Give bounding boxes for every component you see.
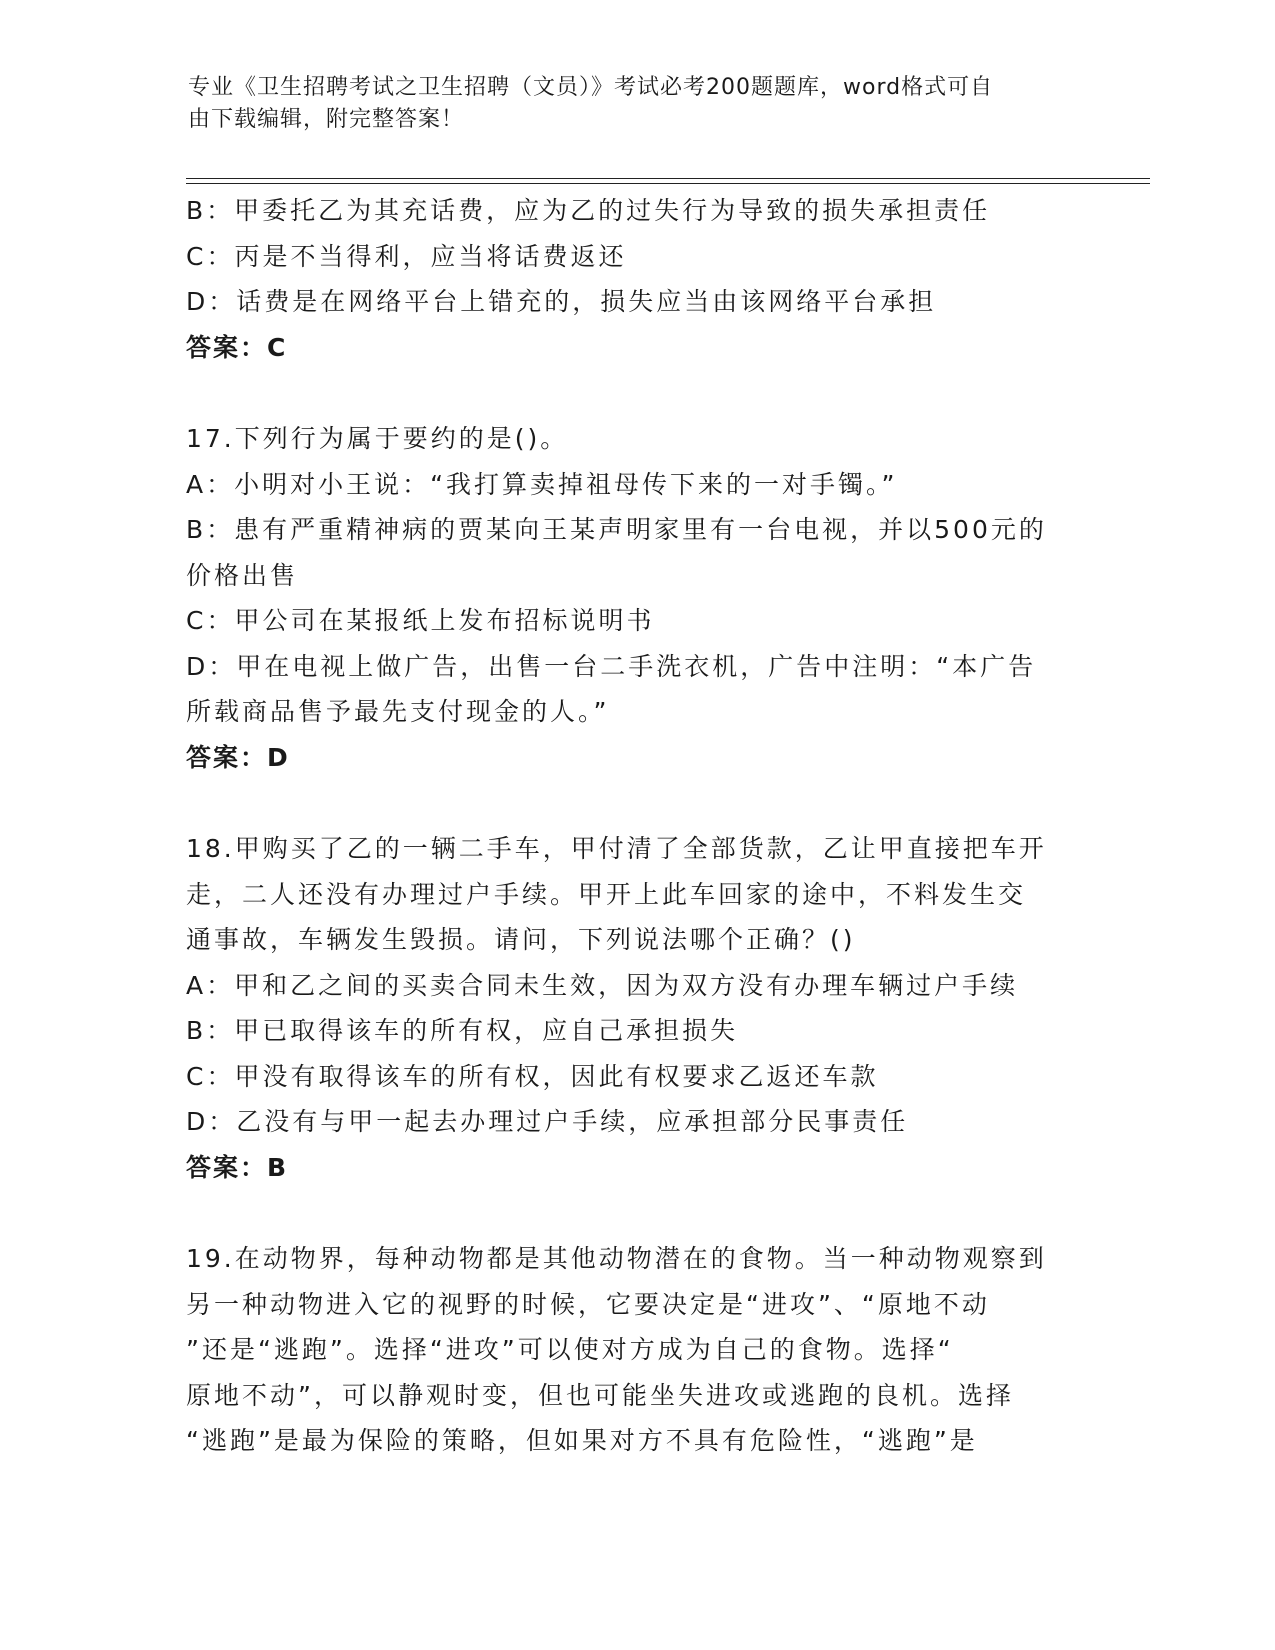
question-stem-line-4: 原地不动”，可以静观时变，但也可能坐失进攻或逃跑的良机。选择 (186, 1380, 1014, 1410)
question-stem: 17.下列行为属于要约的是()。 (186, 424, 569, 453)
question-stem-line-2: 走，二人还没有办理过户手续。甲开上此车回家的途中，不料发生交 (186, 879, 1027, 909)
option-b: B：甲已取得该车的所有权，应自己承担损失 (186, 1016, 739, 1045)
option-c: C：甲公司在某报纸上发布招标说明书 (186, 606, 655, 635)
question-stem-line-3: ”还是“逃跑”。选择“进攻”可以使对方成为自己的食物。选择“ (186, 1335, 954, 1364)
option-c: C：丙是不当得利，应当将话费返还 (186, 241, 627, 271)
answer-line: 答案：C (186, 332, 288, 362)
question-stem-line-2: 另一种动物进入它的视野的时候，它要决定是“进攻”、“原地不动 (186, 1289, 990, 1319)
answer-line: 答案：D (186, 742, 290, 772)
spacer (186, 780, 1086, 826)
question-18 (186, 826, 1086, 1190)
question-stem-line-1: 18.甲购买了乙的一辆二手车，甲付清了全部货款，乙让甲直接把车开 (186, 834, 1047, 863)
option-d-line-2: 所载商品售予最先支付现金的人。” (186, 697, 610, 726)
option-b-line-1: B：患有严重精神病的贾某向王某声明家里有一台电视，并以500元的 (186, 515, 1047, 544)
question-stem-line-3: 通事故，车辆发生毁损。请问，下列说法哪个正确？() (186, 925, 856, 954)
option-d-line-1: D：甲在电视上做广告，出售一台二手洗衣机，广告中注明：“本广告 (186, 651, 1037, 681)
question-stem-line-5: “逃跑”是最为保险的策略，但如果对方不具有危险性，“逃跑”是 (186, 1426, 978, 1455)
option-d: D：话费是在网络平台上错充的，损失应当由该网络平台承担 (186, 287, 937, 316)
option-b-line-2: 价格出售 (186, 560, 299, 590)
spacer (186, 370, 1086, 416)
header-divider-top (186, 178, 1150, 179)
previous-question-block (186, 188, 1086, 370)
option-a: A：甲和乙之间的买卖合同未生效，因为双方没有办理车辆过户手续 (186, 970, 1019, 1000)
option-a: A：小明对小王说：“我打算卖掉祖母传下来的一对手镯。” (186, 469, 898, 499)
option-c: C：甲没有取得该车的所有权，因此有权要求乙返还车款 (186, 1061, 879, 1091)
question-stem-line-1: 19.在动物界，每种动物都是其他动物潜在的食物。当一种动物观察到 (186, 1244, 1047, 1273)
option-d: D：乙没有与甲一起去办理过户手续，应承担部分民事责任 (186, 1107, 909, 1136)
question-17 (186, 416, 1086, 780)
answer-line: 答案：B (186, 1152, 289, 1182)
spacer (186, 1190, 1086, 1236)
question-content (186, 188, 1086, 1464)
header-title-line-2: 由下载编辑，附完整答案！ (188, 107, 465, 132)
option-b: B：甲委托乙为其充话费，应为乙的过失行为导致的损失承担责任 (186, 196, 991, 225)
header-title-line-1: 专业《卫生招聘考试之卫生招聘（文员）》考试必考200题题库，word格式可自 (188, 75, 994, 100)
question-19 (186, 1236, 1086, 1464)
header-divider-bottom (186, 183, 1150, 184)
page-header (188, 72, 1068, 136)
